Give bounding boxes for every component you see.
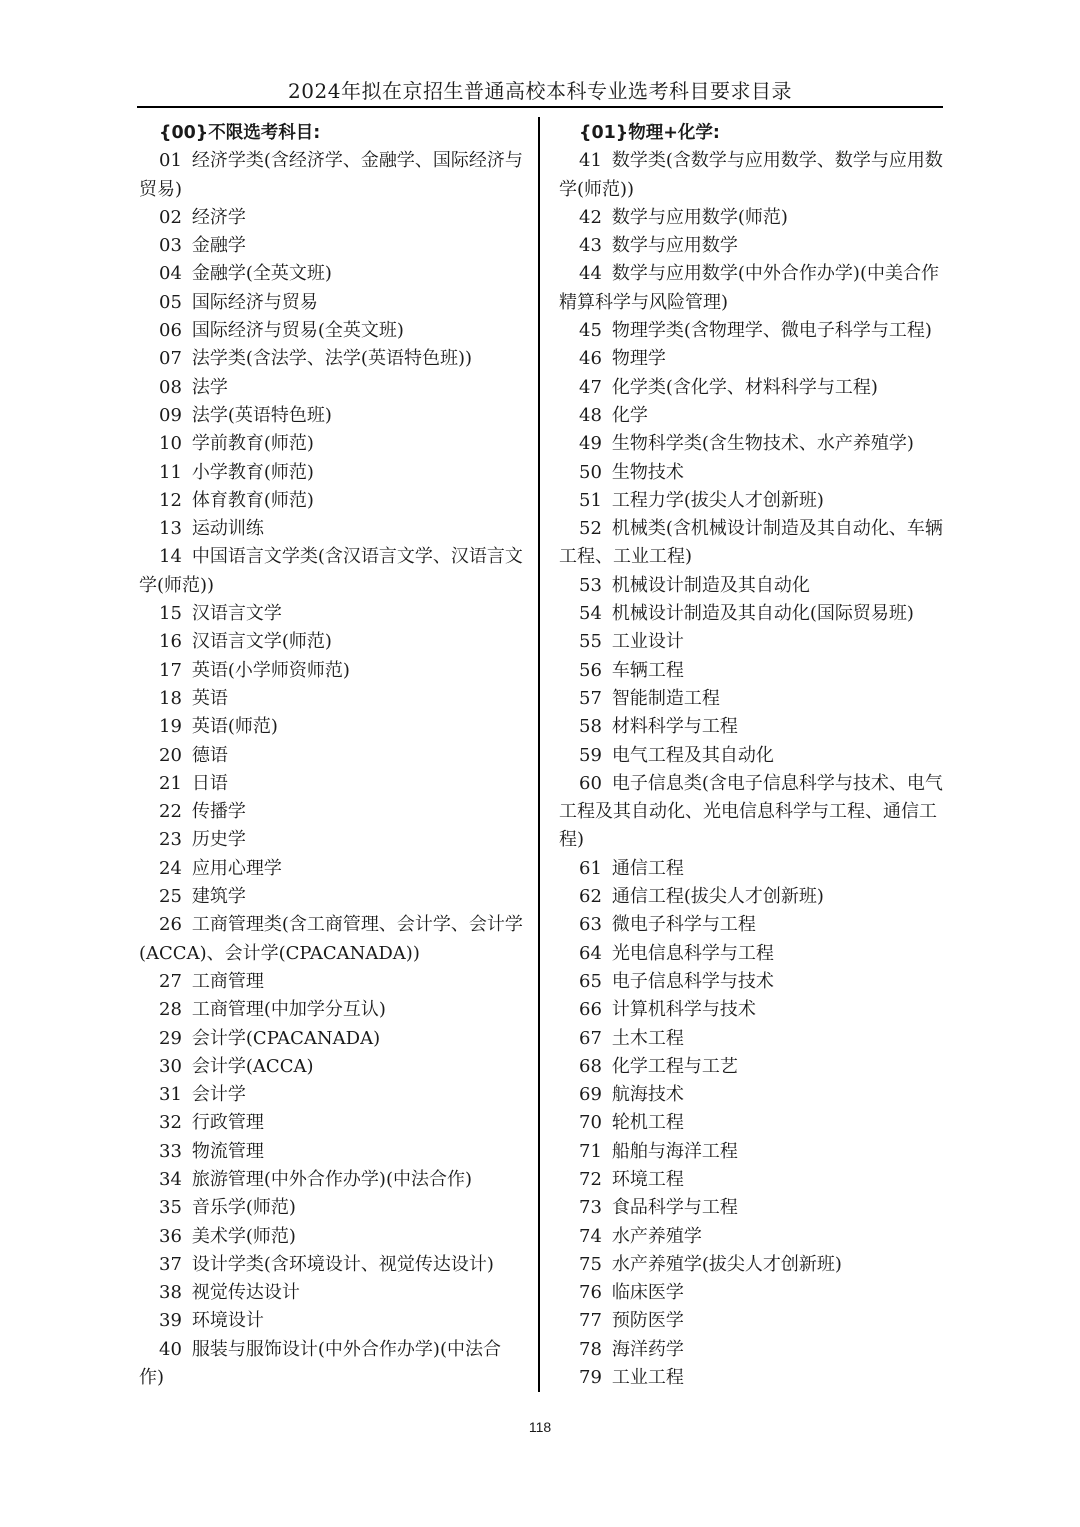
list-item <box>559 1336 943 1364</box>
item-number: 29 <box>159 1027 182 1049</box>
list-item <box>139 1081 523 1109</box>
list-item <box>139 374 523 402</box>
item-number: 28 <box>159 999 182 1021</box>
item-text: 视觉传达设计 <box>191 1282 300 1304</box>
item-number: 10 <box>159 433 182 455</box>
item-number: 57 <box>579 687 602 709</box>
item-number: 23 <box>159 829 182 851</box>
list-item <box>139 911 523 968</box>
item-text: 会计学 <box>191 1084 246 1106</box>
item-text: 数学与应用数学 <box>611 235 738 257</box>
item-text: 音乐学(师范) <box>191 1197 296 1219</box>
list-item <box>559 204 943 232</box>
list-item <box>139 1053 523 1081</box>
item-number: 37 <box>159 1253 182 1275</box>
item-text: 汉语言文学(师范) <box>191 631 332 653</box>
page-number: 118 <box>528 1419 552 1435</box>
item-number: 78 <box>579 1338 602 1360</box>
item-number: 08 <box>159 376 182 398</box>
item-number: 09 <box>159 404 182 426</box>
item-text: 临床医学 <box>611 1282 684 1304</box>
item-number: 66 <box>579 999 602 1021</box>
item-text: 工商管理 <box>191 970 264 992</box>
item-number: 30 <box>159 1055 182 1077</box>
list-item <box>559 430 943 458</box>
item-text: 应用心理学 <box>191 857 282 879</box>
item-text: 工业设计 <box>611 631 684 653</box>
item-text: 电气工程及其自动化 <box>611 744 774 766</box>
list-item <box>559 742 943 770</box>
item-text: 英语 <box>191 687 228 709</box>
item-number: 63 <box>579 914 602 936</box>
list-item <box>559 260 943 317</box>
list-item <box>139 232 523 260</box>
item-number: 17 <box>159 659 182 681</box>
item-text: 金融学(全英文班) <box>191 263 332 285</box>
item-text: 机械类(含机械设计制造及其自动化、车辆工程、工业工程) <box>559 518 943 568</box>
item-text: 工业工程 <box>611 1367 684 1389</box>
item-text: 经济学类(含经济学、金融学、国际经济与贸易) <box>139 150 523 200</box>
item-text: 工商管理类(含工商管理、会计学、会计学(ACCA)、会计学(CPACANADA)) <box>139 914 523 964</box>
list-item <box>139 1194 523 1222</box>
list-item <box>139 430 523 458</box>
item-number: 38 <box>159 1282 182 1304</box>
item-number: 60 <box>579 772 602 794</box>
item-number: 20 <box>159 744 182 766</box>
item-text: 生物科学类(含生物技术、水产养殖学) <box>611 433 914 455</box>
item-number: 04 <box>159 263 182 285</box>
left-item-list <box>139 147 523 1392</box>
item-text: 车辆工程 <box>611 659 684 681</box>
item-number: 05 <box>159 291 182 313</box>
right-item-list <box>559 147 943 1392</box>
item-text: 物理学 <box>611 348 666 370</box>
item-number: 67 <box>579 1027 602 1049</box>
item-number: 56 <box>579 659 602 681</box>
list-item <box>139 1025 523 1053</box>
list-item <box>139 770 523 798</box>
list-item <box>559 713 943 741</box>
item-text: 微电子科学与工程 <box>611 914 756 936</box>
list-item <box>559 1364 943 1392</box>
item-number: 31 <box>159 1084 182 1106</box>
column-divider <box>538 117 540 1392</box>
item-number: 71 <box>579 1140 602 1162</box>
item-number: 15 <box>159 603 182 625</box>
list-item <box>139 345 523 373</box>
list-item <box>139 657 523 685</box>
list-item <box>559 1053 943 1081</box>
item-text: 光电信息科学与工程 <box>611 942 774 964</box>
item-number: 61 <box>579 857 602 879</box>
list-item <box>559 487 943 515</box>
item-number: 58 <box>579 716 602 738</box>
list-item <box>139 147 523 204</box>
item-text: 设计学类(含环境设计、视觉传达设计) <box>191 1253 494 1275</box>
list-item <box>559 883 943 911</box>
list-item <box>559 317 943 345</box>
item-number: 54 <box>579 603 602 625</box>
list-item <box>559 657 943 685</box>
item-number: 13 <box>159 518 182 540</box>
list-item <box>139 826 523 854</box>
item-text: 材料科学与工程 <box>611 716 738 738</box>
list-item <box>139 883 523 911</box>
item-number: 02 <box>159 206 182 228</box>
item-number: 46 <box>579 348 602 370</box>
item-text: 金融学 <box>191 235 246 257</box>
list-item <box>139 798 523 826</box>
item-text: 计算机科学与技术 <box>611 999 756 1021</box>
section-heading-00: {00}不限选考科目: <box>159 123 321 143</box>
item-text: 建筑学 <box>191 886 246 908</box>
list-item <box>139 628 523 656</box>
item-number: 27 <box>159 970 182 992</box>
list-item <box>559 685 943 713</box>
item-text: 小学教育(师范) <box>191 461 314 483</box>
list-item <box>139 459 523 487</box>
item-text: 通信工程(拔尖人才创新班) <box>611 886 824 908</box>
item-number: 26 <box>159 914 182 936</box>
item-text: 经济学 <box>191 206 246 228</box>
page-title: 2024年拟在京招生普通高校本科专业选考科目要求目录 <box>288 79 792 103</box>
list-item <box>139 1251 523 1279</box>
item-text: 数学类(含数学与应用数学、数学与应用数学(师范)) <box>559 150 943 200</box>
item-number: 55 <box>579 631 602 653</box>
item-text: 法学类(含法学、法学(英语特色班)) <box>191 348 472 370</box>
list-item <box>139 204 523 232</box>
item-text: 会计学(ACCA) <box>191 1055 314 1077</box>
item-text: 航海技术 <box>611 1084 684 1106</box>
item-number: 75 <box>579 1253 602 1275</box>
section-heading-01: {01}物理+化学: <box>579 123 720 143</box>
list-item <box>559 1166 943 1194</box>
item-text: 电子信息类(含电子信息科学与技术、电气工程及其自动化、光电信息科学与工程、通信工程) <box>559 772 943 851</box>
list-item <box>559 147 943 204</box>
item-number: 52 <box>579 518 602 540</box>
list-item <box>559 911 943 939</box>
list-item <box>139 317 523 345</box>
list-item <box>559 855 943 883</box>
list-item <box>139 1307 523 1335</box>
item-number: 33 <box>159 1140 182 1162</box>
list-item <box>559 572 943 600</box>
list-item <box>559 345 943 373</box>
list-item <box>559 1025 943 1053</box>
item-number: 53 <box>579 574 602 596</box>
list-item <box>139 402 523 430</box>
list-item <box>559 1138 943 1166</box>
list-item <box>139 1279 523 1307</box>
item-text: 行政管理 <box>191 1112 264 1134</box>
item-text: 生物技术 <box>611 461 684 483</box>
item-text: 国际经济与贸易(全英文班) <box>191 320 404 342</box>
item-number: 65 <box>579 970 602 992</box>
item-text: 历史学 <box>191 829 246 851</box>
list-item <box>139 713 523 741</box>
list-item <box>139 742 523 770</box>
item-number: 51 <box>579 489 602 511</box>
item-number: 73 <box>579 1197 602 1219</box>
item-number: 79 <box>579 1367 602 1389</box>
list-item <box>139 515 523 543</box>
list-item <box>139 855 523 883</box>
list-item <box>559 1194 943 1222</box>
list-item <box>559 1081 943 1109</box>
item-number: 25 <box>159 886 182 908</box>
list-item <box>559 1223 943 1251</box>
list-item <box>559 770 943 855</box>
item-number: 03 <box>159 235 182 257</box>
item-number: 39 <box>159 1310 182 1332</box>
item-text: 中国语言文学类(含汉语言文学、汉语言文学(师范)) <box>139 546 523 596</box>
item-number: 07 <box>159 348 182 370</box>
item-number: 40 <box>159 1338 182 1360</box>
list-item <box>559 402 943 430</box>
list-item <box>559 1251 943 1279</box>
item-text: 传播学 <box>191 801 246 823</box>
item-text: 物理学类(含物理学、微电子科学与工程) <box>611 320 932 342</box>
item-number: 18 <box>159 687 182 709</box>
item-text: 会计学(CPACANADA) <box>191 1027 381 1049</box>
list-item <box>559 515 943 572</box>
list-item <box>139 996 523 1024</box>
item-text: 预防医学 <box>611 1310 684 1332</box>
item-text: 德语 <box>191 744 228 766</box>
item-number: 19 <box>159 716 182 738</box>
list-item <box>139 260 523 288</box>
item-number: 06 <box>159 320 182 342</box>
item-number: 49 <box>579 433 602 455</box>
list-item <box>559 1307 943 1335</box>
item-text: 通信工程 <box>611 857 684 879</box>
item-text: 汉语言文学 <box>191 603 282 625</box>
item-number: 01 <box>159 150 182 172</box>
list-item <box>559 1109 943 1137</box>
item-number: 22 <box>159 801 182 823</box>
item-text: 美术学(师范) <box>191 1225 296 1247</box>
item-text: 物流管理 <box>191 1140 264 1162</box>
item-text: 船舶与海洋工程 <box>611 1140 738 1162</box>
item-text: 日语 <box>191 772 228 794</box>
item-number: 44 <box>579 263 602 285</box>
item-number: 34 <box>159 1168 182 1190</box>
item-number: 35 <box>159 1197 182 1219</box>
list-item <box>559 940 943 968</box>
item-number: 41 <box>579 150 602 172</box>
item-text: 环境设计 <box>191 1310 264 1332</box>
item-text: 法学(英语特色班) <box>191 404 332 426</box>
item-text: 智能制造工程 <box>611 687 720 709</box>
item-text: 化学 <box>611 404 648 426</box>
item-number: 47 <box>579 376 602 398</box>
item-text: 工商管理(中加学分互认) <box>191 999 386 1021</box>
left-column <box>139 119 523 1392</box>
item-number: 70 <box>579 1112 602 1134</box>
list-item <box>559 996 943 1024</box>
item-number: 64 <box>579 942 602 964</box>
item-number: 74 <box>579 1225 602 1247</box>
item-number: 50 <box>579 461 602 483</box>
list-item <box>559 1279 943 1307</box>
item-number: 48 <box>579 404 602 426</box>
item-text: 英语(小学师资师范) <box>191 659 350 681</box>
list-item <box>139 1138 523 1166</box>
item-text: 电子信息科学与技术 <box>611 970 774 992</box>
list-item <box>139 289 523 317</box>
item-number: 45 <box>579 320 602 342</box>
item-text: 海洋药学 <box>611 1338 684 1360</box>
item-number: 16 <box>159 631 182 653</box>
item-number: 77 <box>579 1310 602 1332</box>
item-text: 英语(师范) <box>191 716 278 738</box>
item-text: 数学与应用数学(师范) <box>611 206 788 228</box>
item-text: 机械设计制造及其自动化 <box>611 574 810 596</box>
item-text: 数学与应用数学(中外合作办学)(中美合作精算科学与风险管理) <box>559 263 939 313</box>
item-number: 62 <box>579 886 602 908</box>
item-number: 12 <box>159 489 182 511</box>
item-text: 运动训练 <box>191 518 264 540</box>
item-number: 42 <box>579 206 602 228</box>
item-text: 土木工程 <box>611 1027 684 1049</box>
item-number: 76 <box>579 1282 602 1304</box>
item-number: 21 <box>159 772 182 794</box>
item-text: 体育教育(师范) <box>191 489 314 511</box>
item-number: 32 <box>159 1112 182 1134</box>
title-rule <box>137 106 943 108</box>
list-item <box>139 968 523 996</box>
item-text: 机械设计制造及其自动化(国际贸易班) <box>611 603 914 625</box>
item-text: 轮机工程 <box>611 1112 684 1134</box>
item-number: 69 <box>579 1084 602 1106</box>
item-text: 水产养殖学 <box>611 1225 702 1247</box>
item-text: 法学 <box>191 376 228 398</box>
item-number: 43 <box>579 235 602 257</box>
list-item <box>139 1109 523 1137</box>
item-text: 国际经济与贸易 <box>191 291 318 313</box>
item-text: 化学类(含化学、材料科学与工程) <box>611 376 878 398</box>
item-text: 水产养殖学(拔尖人才创新班) <box>611 1253 842 1275</box>
list-item <box>559 600 943 628</box>
list-item <box>559 232 943 260</box>
item-text: 环境工程 <box>611 1168 684 1190</box>
right-column <box>559 119 943 1392</box>
item-text: 食品科学与工程 <box>611 1197 738 1219</box>
list-item <box>139 543 523 600</box>
item-number: 14 <box>159 546 182 568</box>
list-item <box>559 459 943 487</box>
list-item <box>559 374 943 402</box>
item-number: 36 <box>159 1225 182 1247</box>
item-number: 24 <box>159 857 182 879</box>
item-number: 59 <box>579 744 602 766</box>
list-item <box>139 600 523 628</box>
list-item <box>139 685 523 713</box>
list-item <box>139 487 523 515</box>
item-text: 服装与服饰设计(中外合作办学)(中法合作) <box>139 1338 501 1389</box>
list-item <box>139 1223 523 1251</box>
list-item <box>559 628 943 656</box>
item-text: 工程力学(拔尖人才创新班) <box>611 489 824 511</box>
item-text: 化学工程与工艺 <box>611 1055 738 1077</box>
item-number: 11 <box>159 461 182 483</box>
list-item <box>139 1166 523 1194</box>
item-text: 旅游管理(中外合作办学)(中法合作) <box>191 1168 472 1190</box>
list-item <box>139 1336 523 1393</box>
item-number: 72 <box>579 1168 602 1190</box>
list-item <box>559 968 943 996</box>
item-text: 学前教育(师范) <box>191 433 314 455</box>
item-number: 68 <box>579 1055 602 1077</box>
